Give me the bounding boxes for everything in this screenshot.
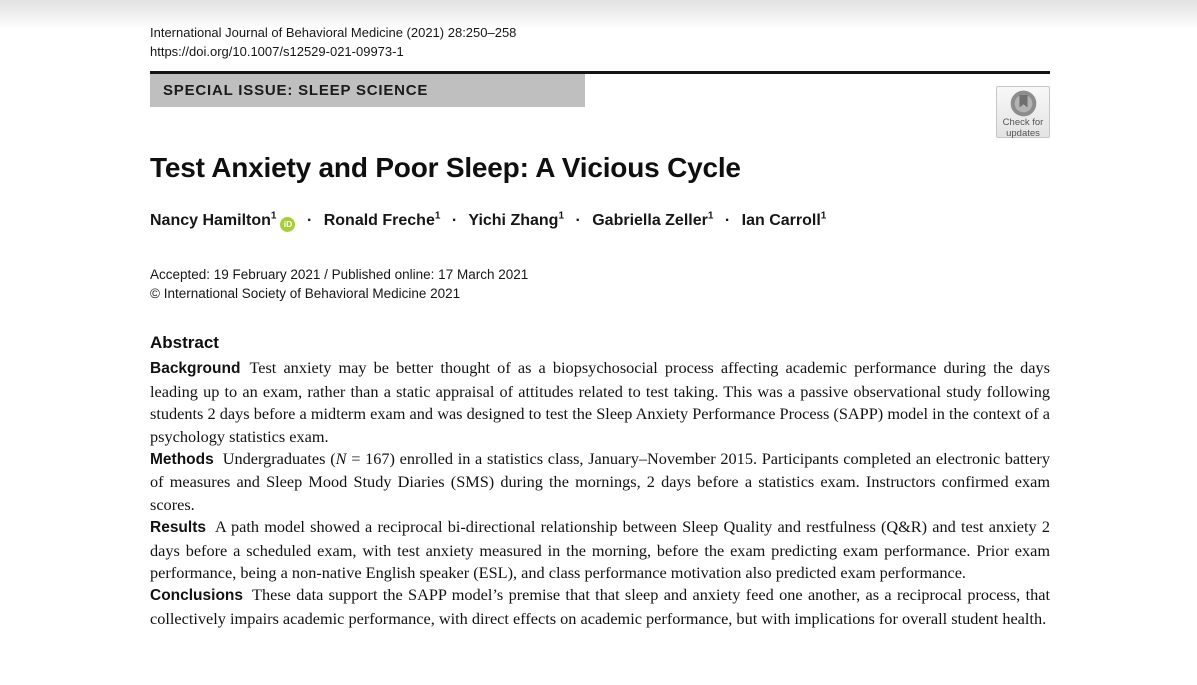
section-text: Test anxiety may be better thought of as a biopsychosocial process affecting academic performance during the days leading up to an exam, rather than a static appraisal of attitudes related to test taking. This was a passive observational study following students 2 days before a midterm exam and was designed to test the Sleep Anxiety Performance Process (SAPP) model in the context of a psychology statistics exam. xyxy=(150,358,1050,446)
copyright-line: © International Society of Behavioral Medicine 2021 xyxy=(150,286,461,302)
author-name: Ronald Freche$^1$ xyxy=(323,211,441,230)
section-text: These data support the SAPP model’s premise that that sleep and anxiety feed one another, as a reciprocal process, that collectively impairs academic performance, with direct effects on academic performance, but with implications for overall student health. xyxy=(150,585,1050,628)
section-label: Results xyxy=(150,519,206,537)
article-page xyxy=(150,0,1050,630)
section-text: A path model showed a reciprocal bi-directional relationship between Sleep Quality and restfulness (Q&R) and test anxiety 2 days before a scheduled exam, with test anxiety measured in the morning, before the exam predicting exam performance. Prior exam performance, being a non-native English speaker (ESL), and class performance motivation also predicted exam performance. xyxy=(150,517,1050,582)
author-name: Nancy Hamilton$^1$ xyxy=(150,211,277,230)
abstract-body xyxy=(150,357,1050,630)
abstract-section-methods xyxy=(150,448,1050,516)
author-name: Ian Carroll$^1$ xyxy=(741,211,827,230)
affiliation-superscript: 1 xyxy=(707,211,714,222)
author-name: Gabriella Zeller$^1$ xyxy=(592,211,714,230)
author-list xyxy=(150,211,1050,232)
orcid-icon[interactable]: iD xyxy=(280,217,295,232)
section-label: Background xyxy=(150,360,241,378)
publication-dates xyxy=(150,265,1050,303)
article-title: Test Anxiety and Poor Sleep: A Vicious Cycle xyxy=(150,152,741,183)
special-issue-banner xyxy=(150,74,585,107)
accepted-line: Accepted: 19 February 2021 / Published online: 17 March 2021 xyxy=(150,267,529,283)
check-for-updates-label: Check for updates xyxy=(1002,117,1044,139)
affiliation-superscript: 1 xyxy=(270,211,277,222)
author-name: Yichi Zhang$^1$ xyxy=(468,211,564,230)
abstract-section-conclusions xyxy=(150,584,1050,630)
journal-citation: International Journal of Behavioral Medicine (2021) 28:250–258 xyxy=(150,25,517,40)
journal-reference xyxy=(150,0,1050,61)
abstract-section-results xyxy=(150,516,1050,584)
affiliation-superscript: 1 xyxy=(558,211,564,222)
author-separator: · xyxy=(724,212,731,230)
affiliation-superscript: 1 xyxy=(434,211,441,222)
section-label: Methods xyxy=(150,450,214,468)
abstract-heading: Abstract xyxy=(150,333,219,353)
author-separator: · xyxy=(306,212,313,230)
section-label: Conclusions xyxy=(150,587,244,605)
author-separator: · xyxy=(451,212,458,230)
affiliation-superscript: 1 xyxy=(820,211,827,222)
author-separator: · xyxy=(575,212,581,230)
doi-link[interactable]: https://doi.org/10.1007/s12529-021-09973-1 xyxy=(150,44,404,59)
section-text: Undergraduates (N = 167) enrolled in a statistics class, January–November 2015. Participants completed an electronic battery of measures and Sleep Mood Study Diaries (SMS) during the mornings, 2 days before a statistics exam. Instructors confirmed exam scores. xyxy=(150,448,1050,514)
sample-size-variable: N xyxy=(335,448,347,468)
abstract-section-background xyxy=(150,357,1050,448)
special-issue-label: SPECIAL ISSUE: SLEEP SCIENCE xyxy=(163,82,429,99)
